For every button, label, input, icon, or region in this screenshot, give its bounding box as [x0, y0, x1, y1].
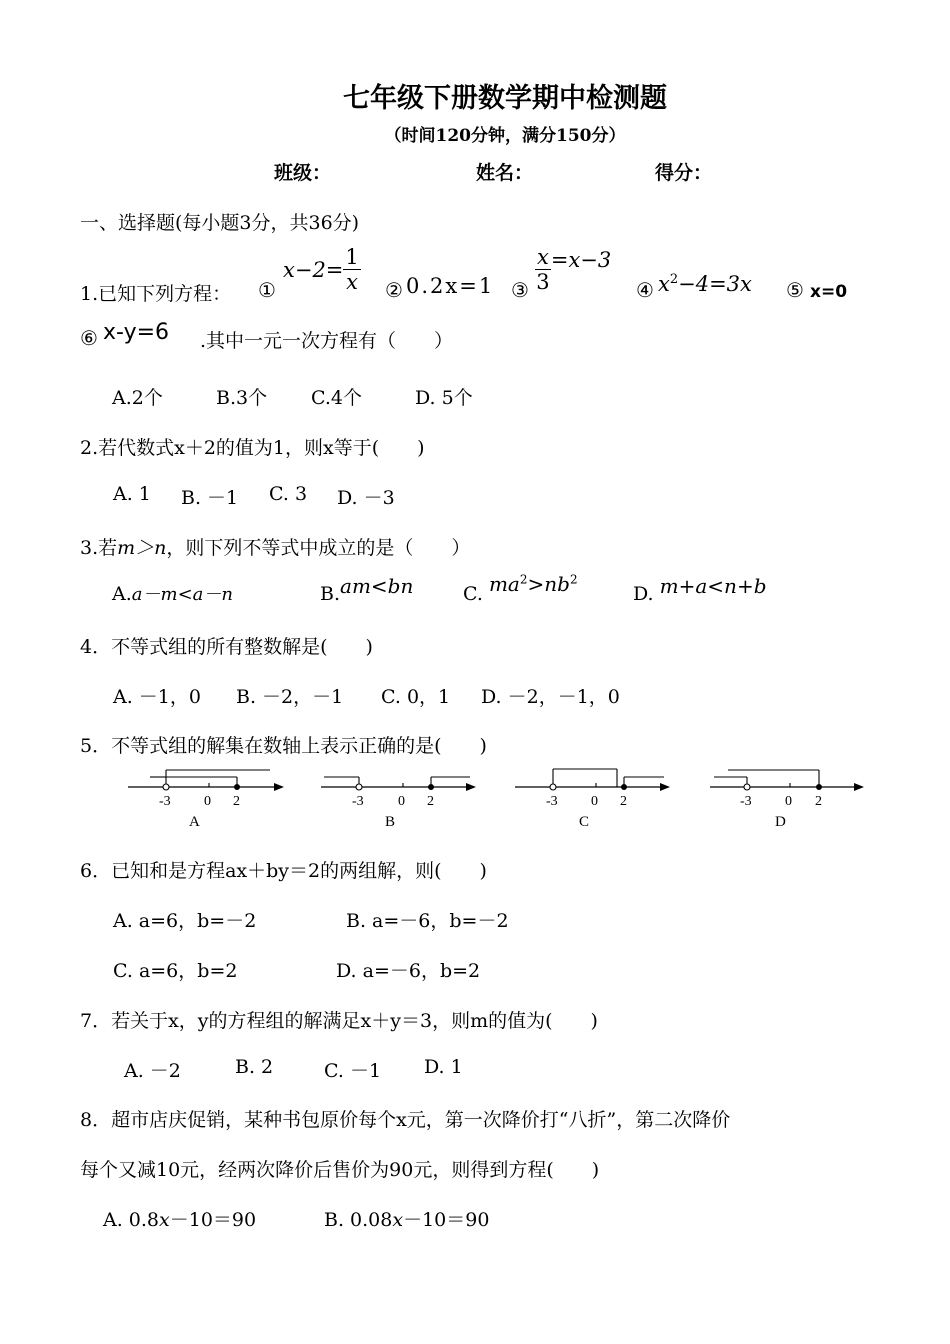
q4-option-c: C. 0，1: [381, 686, 451, 708]
q3-option-b: B.am<bn: [320, 574, 414, 605]
q1-equation-5: x=0: [810, 282, 848, 302]
q3-stem: 3.若m＞n，则下列不等式中成立的是（ ）: [80, 537, 471, 559]
svg-text:2: 2: [620, 794, 627, 809]
q8-option-a: A. 0.8x－10＝90: [103, 1209, 257, 1231]
q1-equation-4: $x^2-4=3x$: [658, 272, 752, 296]
q6-stem: 6．已知和是方程ax＋by＝2的两组解，则( ): [80, 860, 487, 882]
q2-option-d: D. －3: [337, 487, 395, 509]
q1-eq1-fraction: $\frac{1}{x}$: [345, 245, 359, 294]
svg-text:2: 2: [427, 794, 434, 809]
q1-equation-3: $\frac{x}{3}$ =x−3: [536, 245, 612, 294]
page-title: 七年级下册数学期中检测题: [343, 83, 667, 114]
svg-text:-3: -3: [740, 794, 752, 809]
q7-option-b: B. 2: [235, 1056, 274, 1078]
q1-circle-3: ③: [511, 278, 529, 302]
q6-option-a: A. a=6，b=－2: [113, 910, 257, 932]
figure-label-c: C: [579, 814, 590, 830]
svg-text:2: 2: [233, 794, 240, 809]
svg-text:-3: -3: [159, 794, 171, 809]
q4-option-b: B. －2，－1: [236, 686, 344, 708]
q8-stem-line1: 8．超市店庆促销，某种书包原价每个x元，第一次降价打“八折”，第二次降价: [80, 1109, 731, 1131]
q2-option-b: B. －1: [181, 487, 239, 509]
svg-text:-3: -3: [352, 794, 364, 809]
q4-option-a: A. －1，0: [113, 686, 201, 708]
exam-info: （时间120分钟，满分150分）: [384, 126, 626, 146]
q5-number-lines: [0, 760, 950, 835]
q4-option-d: D. －2，－1，0: [481, 686, 620, 708]
svg-text:0: 0: [785, 794, 792, 809]
q1-circle-5: ⑤: [786, 278, 804, 302]
q3-option-c: C. $ma^2>nb^2$: [463, 572, 578, 605]
name-label: 姓名：: [476, 162, 534, 184]
figure-label-a: A: [189, 814, 200, 830]
q8-stem-line2: 每个又减10元，经两次降价后售价为90元，则得到方程( ): [80, 1159, 600, 1181]
q3-condition: m＞n: [117, 537, 167, 559]
number-line-c: [515, 769, 670, 830]
q2-option-c: C. 3: [269, 483, 308, 505]
figure-label-b: B: [385, 814, 396, 830]
class-label: 班级：: [274, 162, 332, 184]
q1-option-a: A.2个: [112, 387, 163, 409]
q8-option-b: B. 0.08x－10＝90: [324, 1209, 490, 1231]
q1-stem-end: .其中一元一次方程有（ ）: [200, 330, 454, 352]
svg-text:2: 2: [815, 794, 822, 809]
q1-option-d: D. 5个: [415, 387, 473, 409]
section-heading: 一、选择题(每小题3分，共36分): [80, 212, 360, 234]
q3-option-d: D. m+a<n+b: [633, 574, 767, 605]
number-line-d: [710, 770, 864, 830]
q3-option-a: A.a－m<a－n: [112, 583, 233, 605]
score-label: 得分：: [655, 162, 713, 184]
q7-stem: 7．若关于x，y的方程组的解满足x＋y＝3，则m的值为( ): [80, 1010, 598, 1032]
q6-option-d: D. a=－6，b=2: [336, 960, 481, 982]
svg-text:0: 0: [398, 794, 405, 809]
q1-circle-4: ④: [636, 278, 654, 302]
q1-equation-2: 0.2x=1: [406, 274, 495, 298]
figure-label-d: D: [775, 814, 786, 830]
q4-stem: 4．不等式组的所有整数解是( ): [80, 636, 373, 658]
q6-option-b: B. a=－6，b=－2: [346, 910, 509, 932]
q1-equation-6: x-y=6: [103, 320, 170, 345]
q1-circle-1: ①: [258, 278, 276, 302]
q2-stem: 2.若代数式x＋2的值为1，则x等于( ): [80, 437, 425, 459]
q1-option-c: C.4个: [311, 387, 362, 409]
q6-option-c: C. a=6，b=2: [113, 960, 238, 982]
number-line-b: [321, 777, 476, 830]
svg-text:0: 0: [591, 794, 598, 809]
q1-option-b: B.3个: [216, 387, 268, 409]
q7-option-c: C. －1: [324, 1060, 382, 1082]
svg-text:-3: -3: [546, 794, 558, 809]
q1-circle-6: ⑥: [80, 326, 98, 350]
q1-circle-2: ②: [385, 278, 403, 302]
number-line-a: [128, 770, 284, 830]
q1-prefix: 1.已知下列方程：: [80, 283, 232, 305]
q7-option-a: A. －2: [124, 1060, 181, 1082]
svg-text:0: 0: [204, 794, 211, 809]
q5-stem: 5．不等式组的解集在数轴上表示正确的是( ): [80, 735, 487, 757]
q1-equation-1: x−2= $\frac{1}{x}$: [283, 245, 359, 294]
q2-option-a: A. 1: [113, 483, 151, 505]
q7-option-d: D. 1: [424, 1056, 463, 1078]
